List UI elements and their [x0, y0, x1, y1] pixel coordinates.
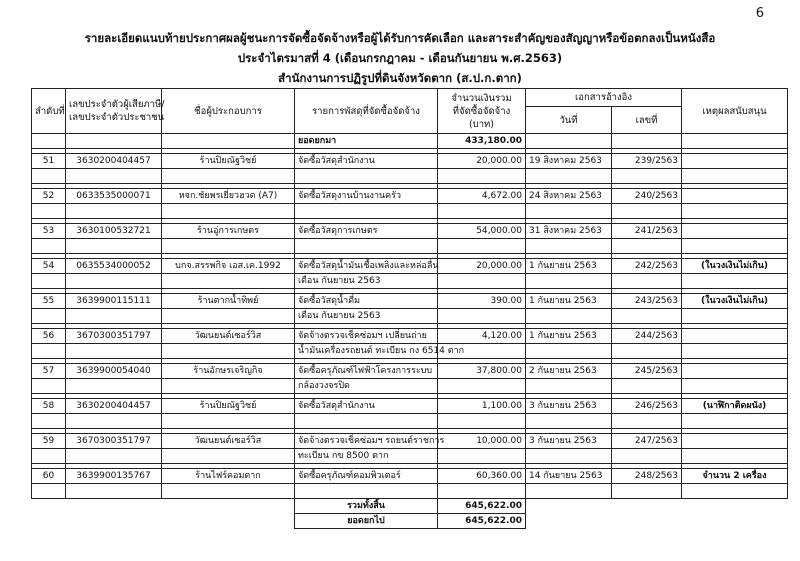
row-amount: 37,800.00 [438, 364, 526, 379]
row-item-line2 [295, 169, 438, 184]
row-number: 242/2563 [612, 259, 682, 274]
total-amount: 645,622.00 [438, 499, 526, 514]
table-row [32, 329, 788, 344]
row-vendor: ร้านปิยณัฐวิชย์ [162, 399, 295, 414]
row-item: จัดซื้อวัสดุน้ำดื่ม [295, 294, 438, 309]
table-row [32, 434, 788, 449]
row-number: 241/2563 [612, 224, 682, 239]
row-item-line2: เดือน กันยายน 2563 [295, 309, 438, 324]
table-row-continuation [32, 274, 788, 289]
row-number: 248/2563 [612, 469, 682, 484]
row-date: 31 สิงหาคม 2563 [526, 224, 612, 239]
row-number: 246/2563 [612, 399, 682, 414]
row-item: จัดซื้อวัสดุงานบ้านงานครัว [295, 189, 438, 204]
row-number: 245/2563 [612, 364, 682, 379]
row-vendor: หจก.ชัยพรเยี่ยวฮวด (A7) [162, 189, 295, 204]
header-seq: ลำดับที่ [32, 89, 66, 134]
row-reason [682, 364, 788, 379]
row-vendor: ร้านอู่การเกษตร [162, 224, 295, 239]
row-amount: 60,360.00 [438, 469, 526, 484]
table-row [32, 189, 788, 204]
row-item-line2 [295, 239, 438, 254]
row-item-line2 [295, 414, 438, 429]
row-taxid: 3630100532721 [66, 224, 162, 239]
table-row-continuation [32, 204, 788, 219]
row-date: 19 สิงหาคม 2563 [526, 154, 612, 169]
header-item: รายการพัสดุที่จัดซื้อจัดจ้าง [295, 89, 438, 134]
row-vendor: วัฒนยนต์เซอร์วิส [162, 434, 295, 449]
table-header-row [32, 89, 788, 107]
row-item: จัดจ้างตรวจเช็คซ่อมฯ รถยนต์ราชการ [295, 434, 438, 449]
row-vendor: ร้านตากน้ำทิพย์ [162, 294, 295, 309]
brought-forward-amount: 433,180.00 [438, 134, 526, 149]
brought-forward-label: ยอดยกมา [295, 134, 438, 149]
row-taxid: 3639900115111 [66, 294, 162, 309]
header-refdoc: เอกสารอ้างอิง [526, 89, 682, 107]
row-number: 239/2563 [612, 154, 682, 169]
row-reason: จำนวน 2 เครื่อง [682, 469, 788, 484]
table-row [32, 259, 788, 274]
row-taxid: 3630200404457 [66, 399, 162, 414]
row-reason [682, 224, 788, 239]
row-date: 14 กันยายน 2563 [526, 469, 612, 484]
document-title: รายละเอียดแนบท้ายประกาศผลผู้ชนะการจัดซื้อจัดจ้างหรือผู้ได้รับการคัดเลือก และสาระสำคัญของสัญญาหรือข้อตกลงเป็นหนังสือ [84, 31, 716, 45]
row-date: 24 สิงหาคม 2563 [526, 189, 612, 204]
row-reason: (ในวงเงินไม่เกิน) [682, 259, 788, 274]
row-seq: 59 [32, 434, 66, 449]
row-reason: (ในวงเงินไม่เกิน) [682, 294, 788, 309]
row-item: จัดซื้อครุภัณฑ์ไฟฟ้าโครงการระบบ [295, 364, 438, 379]
header-amount-line3: (บาท) [468, 118, 495, 130]
row-taxid: 3670300351797 [66, 329, 162, 344]
table-row-continuation [32, 484, 788, 499]
carried-forward-label: ยอดยกไป [295, 514, 438, 529]
row-date: 3 กันยายน 2563 [526, 399, 612, 414]
table-row [32, 154, 788, 169]
row-amount: 1,100.00 [438, 399, 526, 414]
row-taxid: 3639900054040 [66, 364, 162, 379]
header-taxid [66, 89, 165, 134]
row-item-line2: กล้องวงจรปิด [295, 379, 438, 394]
table-row-continuation [32, 309, 788, 324]
row-taxid: 3670300351797 [66, 434, 162, 449]
table-row [32, 399, 788, 414]
row-date: 2 กันยายน 2563 [526, 364, 612, 379]
row-amount: 4,120.00 [438, 329, 526, 344]
row-item-line2 [295, 204, 438, 219]
brought-forward-row [32, 134, 788, 149]
table-row [32, 364, 788, 379]
row-number: 247/2563 [612, 434, 682, 449]
row-amount: 20,000.00 [438, 154, 526, 169]
row-item: จัดซื้อวัสดุสำนักงาน [295, 399, 438, 414]
row-number: 243/2563 [612, 294, 682, 309]
row-seq: 53 [32, 224, 66, 239]
row-amount: 10,000.00 [438, 434, 526, 449]
row-taxid: 0633535000071 [66, 189, 162, 204]
header-taxid-line1: เลขประจำตัวผู้เสียภาษี/ [69, 99, 165, 110]
row-seq: 56 [32, 329, 66, 344]
row-number: 240/2563 [612, 189, 682, 204]
row-seq: 57 [32, 364, 66, 379]
table-row [32, 294, 788, 309]
table-row [32, 224, 788, 239]
table-row-continuation [32, 344, 788, 359]
row-date: 1 กันยายน 2563 [526, 329, 612, 344]
row-reason [682, 154, 788, 169]
page-number: 6 [755, 6, 764, 21]
row-item: จัดซื้อวัสดุสำนักงาน [295, 154, 438, 169]
header-amount-line2: ที่จัดซื้อจัดจ้าง [452, 105, 511, 117]
row-item-line2: น้ำมันเครื่องรถยนต์ ทะเบียน กง 6514 ตาก [295, 344, 438, 359]
table-row-continuation [32, 379, 788, 394]
row-amount: 54,000.00 [438, 224, 526, 239]
header-number: เลขที่ [612, 107, 682, 134]
carried-forward-amount: 645,622.00 [438, 514, 526, 529]
table-row-continuation [32, 449, 788, 464]
row-number: 244/2563 [612, 329, 682, 344]
row-reason [682, 434, 788, 449]
row-reason: (นาฬิกาติดผนัง) [682, 399, 788, 414]
row-amount: 4,672.00 [438, 189, 526, 204]
row-amount: 20,000.00 [438, 259, 526, 274]
header-date: วันที่ [526, 107, 612, 134]
row-vendor: วัฒนยนต์เซอร์วิส [162, 329, 295, 344]
header-reason: เหตุผลสนับสนุน [682, 89, 788, 134]
row-item: จัดซื้อครุภัณฑ์คอมพิวเตอร์ [295, 469, 438, 484]
row-reason [682, 329, 788, 344]
row-vendor: ร้านอักษรเจริญกิจ [162, 364, 295, 379]
document-subtitle-quarter: ประจำไตรมาสที่ 4 (เดือนกรกฎาคม - เดือนกันยายน พ.ศ.2563) [237, 51, 563, 65]
row-item-line2: เดือน กันยายน 2563 [295, 274, 438, 289]
total-row [32, 499, 788, 514]
header-taxid-line2: เลขประจำตัวประชาชน [69, 112, 165, 123]
row-taxid: 0635534000052 [66, 259, 162, 274]
table-row-continuation [32, 414, 788, 429]
table-row [32, 469, 788, 484]
row-item: จัดซื้อวัสดุน้ำมันเชื้อเพลิงและหล่อลื่น [295, 259, 438, 274]
row-amount: 390.00 [438, 294, 526, 309]
carried-forward-row [32, 514, 788, 529]
row-taxid: 3639900135767 [66, 469, 162, 484]
total-label: รวมทั้งสิ้น [295, 499, 438, 514]
header-vendor: ชื่อผู้ประกอบการ [162, 89, 295, 134]
header-amount [438, 89, 526, 134]
row-date: 1 กันยายน 2563 [526, 294, 612, 309]
table-row-continuation [32, 169, 788, 184]
document-subtitle-office: สำนักงานการปฏิรูปที่ดินจังหวัดตาก (ส.ป.ก.ตาก) [278, 71, 522, 85]
row-seq: 55 [32, 294, 66, 309]
row-reason [682, 189, 788, 204]
row-seq: 60 [32, 469, 66, 484]
row-item-line2: ทะเบียน กข 8500 ตาก [295, 449, 438, 464]
header-amount-line1: จำนวนเงินรวม [451, 92, 512, 104]
row-item-line2 [295, 484, 438, 499]
row-seq: 58 [32, 399, 66, 414]
table-row-continuation [32, 239, 788, 254]
procurement-table [31, 88, 788, 529]
row-vendor: บกจ.สรรพกิจ เอส.เค.1992 [162, 259, 295, 274]
row-taxid: 3630200404457 [66, 154, 162, 169]
row-date: 1 กันยายน 2563 [526, 259, 612, 274]
row-seq: 52 [32, 189, 66, 204]
row-date: 3 กันยายน 2563 [526, 434, 612, 449]
row-seq: 54 [32, 259, 66, 274]
row-seq: 51 [32, 154, 66, 169]
row-vendor: ร้านปิยณัฐวิชย์ [162, 154, 295, 169]
row-item: จัดจ้างตรวจเช็คซ่อมฯ เปลี่ยนถ่าย [295, 329, 438, 344]
row-item: จัดซื้อวัสดุการเกษตร [295, 224, 438, 239]
row-vendor: ร้านไฟร์คอมตาก [162, 469, 295, 484]
